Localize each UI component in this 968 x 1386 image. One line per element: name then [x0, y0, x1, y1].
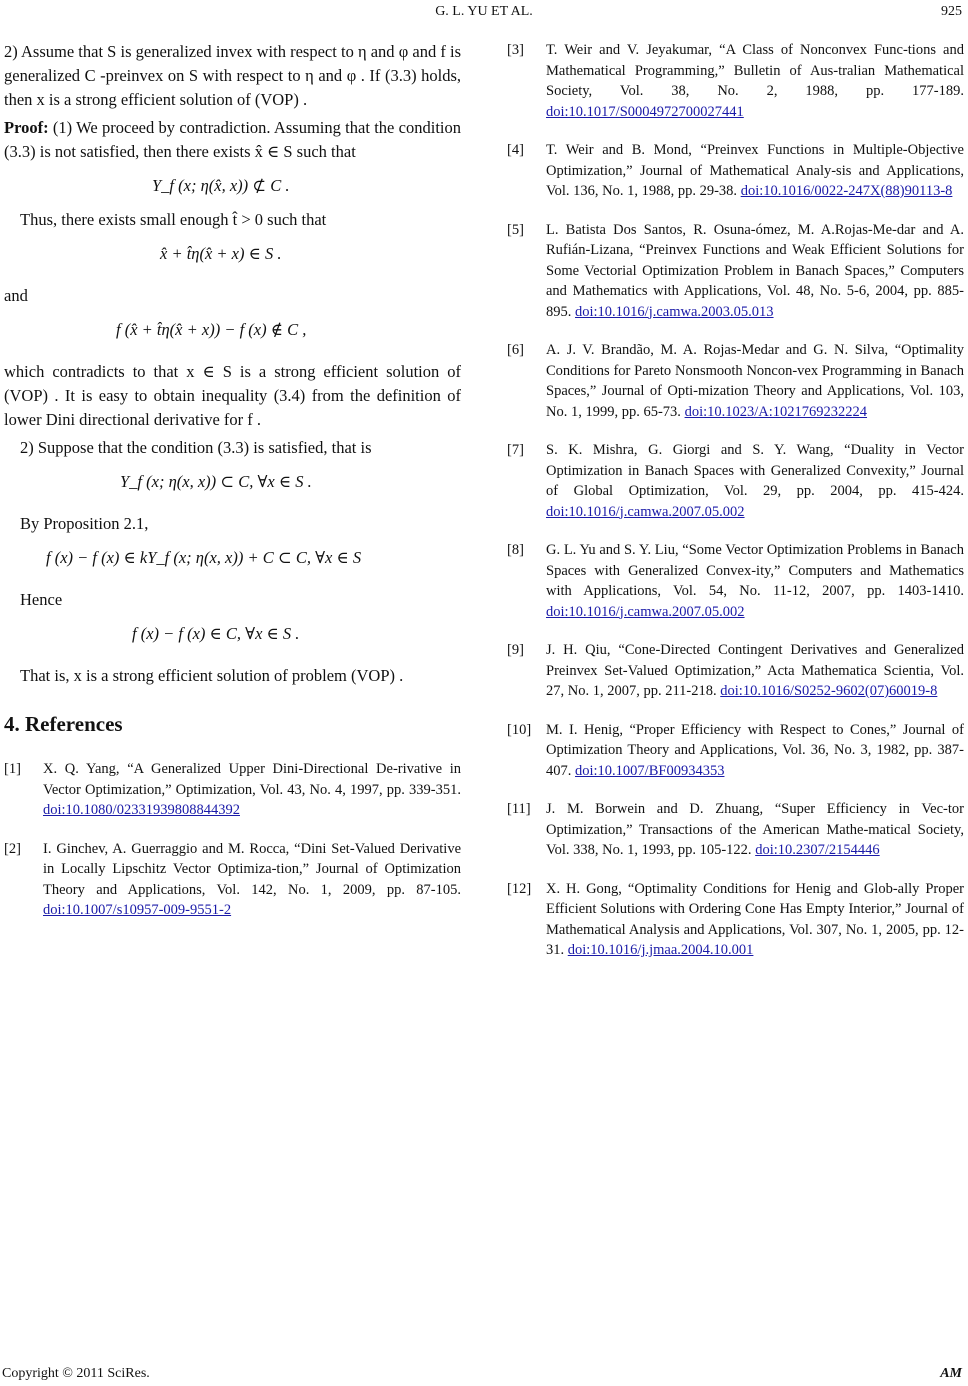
reference-item [507, 440, 964, 522]
reference-number: [4] [507, 142, 524, 158]
reference-list-right [507, 40, 964, 961]
reference-text: X. H. Gong, “Optimality Conditions for Henig and Glob-ally Proper Efficient Solutions with Ordering Cone Has Empty Interior,” Journal of Mathematical Analysis and Applications, Vol. 307, No. 1, 2005, pp. 12-31. [546, 880, 964, 958]
reference-text: X. Q. Yang, “A Generalized Upper Dini-Directional De-rivative in Vector Optimization,” Optimization, Vol. 43, No. 4, 1997, pp. 339-351. [43, 761, 461, 798]
reference-text: I. Ginchev, A. Guerraggio and M. Rocca, “Dini Set-Valued Derivative in Locally Lipschitz Vector Optimiza-tion,” Journal of Optimization Theory and Applications, Vol. 142, No. 1, 2009, pp. 87-105. [43, 840, 461, 898]
doi-link[interactable]: doi:10.1007/s10957-009-9551-2 [43, 902, 232, 918]
equation-2: x̂ + t̂η(x̂ + x) ∈ S . [160, 244, 282, 263]
doi-link[interactable]: doi:10.1023/A:1021769232224 [684, 403, 868, 420]
paragraph-assumption: 2) Assume that S is generalized invex with respect to η and φ and f is generalized C -preinvex on S with respect to η and φ . If (3.3) holds, then x is a strong efficient solution of (VOP) . [4, 42, 461, 109]
doi-link[interactable]: doi:10.1017/S0004972700027441 [546, 103, 744, 120]
doi-link[interactable]: doi:10.1016/j.camwa.2007.05.002 [546, 503, 745, 520]
reference-text: J. M. Borwein and D. Zhuang, “Super Efficiency in Vec-tor Optimization,” Transactions of the American Mathe-matical Society, Vol. 338, No. 1, 1993, pp. 105-122. [546, 801, 964, 858]
reference-text: A. J. V. Brandão, M. A. Rojas-Medar and G. N. Silva, “Optimality Conditions for Pareto Nonsmooth Noncon-vex Programming in Banach Spaces,” Journal of Opti-mization Theory and Applications, Vol. 103, No. 1, 1999, pp. 65-73. [546, 342, 964, 420]
doi-link[interactable]: doi:10.1016/S0252-9602(07)60019-8 [720, 683, 938, 699]
reference-number: [12] [507, 880, 532, 897]
reference-number: [11] [507, 801, 531, 817]
doi-link[interactable]: doi:10.2307/2154446 [755, 842, 880, 858]
proof-text: (1) We proceed by contradiction. Assuming that the condition (3.3) is not satisfied, then there exists x̂ ∈ S such that [4, 118, 462, 161]
reference-item [507, 220, 964, 323]
reference-number: [7] [507, 442, 524, 458]
paragraph-proposition: By Proposition 2.1, [20, 514, 149, 533]
reference-text: S. K. Mishra, G. Giorgi and S. Y. Wang, “Duality in Vector Optimization in Banach Spaces with Generalized Convexity,” Journal of Global Optimization, Vol. 29, pp. 2004, pp. 415-424. [546, 442, 964, 499]
doi-link[interactable]: doi:10.1016/j.camwa.2007.05.002 [546, 603, 745, 620]
doi-link[interactable]: doi:10.1007/BF00934353 [575, 762, 725, 779]
reference-item [507, 540, 964, 622]
reference-text: M. I. Henig, “Proper Efficiency with Respect to Cones,” Journal of Optimization Theory and Applications, Vol. 36, No. 3, 1982, pp. 387-407. [546, 721, 964, 779]
reference-text: T. Weir and V. Jeyakumar, “A Class of Nonconvex Func-tions and Mathematical Programming,” Bulletin of Aus-tralian Mathematical Society, Vol. 38, No. 2, 1988, pp. 177-189. [546, 42, 964, 99]
reference-number: [9] [507, 642, 524, 658]
reference-item [507, 799, 964, 861]
reference-item [4, 759, 461, 821]
right-column [507, 40, 964, 979]
doi-link[interactable]: doi:10.1016/j.camwa.2003.05.013 [575, 303, 774, 320]
running-title: G. L. YU ET AL. [435, 4, 533, 19]
doi-link[interactable]: doi:10.1016/j.jmaa.2004.10.001 [567, 942, 754, 958]
left-column [4, 40, 461, 939]
journal-abbrev: AM [940, 1366, 962, 1381]
reference-number: [5] [507, 221, 524, 238]
reference-text: G. L. Yu and S. Y. Liu, “Some Vector Optimization Problems in Banach Spaces with Generalized Convex-ity,” Computers and Mathematics with Applications, Vol. 54, No. 11-12, 2007, pp. 1403-1410. [546, 542, 964, 599]
reference-number: [1] [4, 761, 21, 777]
page-footer [0, 1366, 968, 1384]
paragraph-and: and [4, 286, 28, 305]
proof-label: Proof: [4, 118, 49, 137]
reference-list-left [4, 759, 461, 921]
doi-link[interactable]: doi:10.1016/0022-247X(88)90113-8 [740, 183, 953, 199]
running-header [0, 4, 968, 24]
equation-1: Y_f (x; η(x̂, x)) ⊄ C . [152, 176, 290, 195]
equation-3: f (x̂ + t̂η(x̂ + x)) − f (x) ∉ C , [116, 320, 307, 339]
equation-5: f (x) − f (x) ∈ kY_f (x; η(x, x)) + C ⊂ C, ∀x ∈ S [46, 548, 362, 567]
reference-item [507, 40, 964, 122]
reference-number: [10] [507, 721, 532, 738]
reference-number: [8] [507, 542, 524, 558]
paragraph-conclusion: That is, x is a strong efficient solution of problem (VOP) . [20, 666, 404, 685]
reference-text: J. H. Qiu, “Cone-Directed Contingent Derivatives and Generalized Preinvex Set-Valued Optimization,” Acta Mathematica Scientia, Vol. 27, No. 1, 2007, pp. 211-218. [546, 642, 964, 699]
equation-4: Y_f (x; η(x, x)) ⊂ C, ∀x ∈ S . [120, 472, 312, 491]
reference-item [4, 839, 461, 921]
paragraph-suppose: 2) Suppose that the condition (3.3) is satisfied, that is [20, 438, 372, 457]
copyright: Copyright © 2011 SciRes. [2, 1366, 150, 1381]
page-number: 925 [941, 4, 962, 19]
reference-text: T. Weir and B. Mond, “Preinvex Functions in Multiple-Objective Optimization,” Journal of Mathematical Analy-sis and Applications, Vol. 136, No. 1, 1988, pp. 29-38. [546, 142, 964, 199]
paragraph-small-enough: Thus, there exists small enough t̂ > 0 such that [20, 210, 327, 229]
reference-text: L. Batista Dos Santos, R. Osuna-ómez, M. A.Rojas-Me-dar and A. Rufián-Lizana, “Preinvex Functions and Weak Efficient Solutions for Some Vectorial Optimization Problem in Banach Spaces,” Computers and Mathematics with Applications, Vol. 48, No. 5-6, 2004, pp. 885-895. [546, 221, 964, 320]
reference-number: [3] [507, 42, 524, 58]
reference-item [507, 879, 964, 961]
paragraph-hence: Hence [20, 590, 63, 609]
equation-6: f (x) − f (x) ∈ C, ∀x ∈ S . [132, 624, 300, 643]
doi-link[interactable]: doi:10.1080/02331939808844392 [43, 802, 240, 818]
paragraph-proof [4, 116, 461, 164]
paragraph-contradiction: which contradicts to that x ∈ S is a strong efficient solution of (VOP) . It is easy to obtain inequality (3.4) from the definition of lower Dini directional derivative for f . [4, 362, 461, 429]
reference-number: [6] [507, 342, 524, 358]
references-heading: 4. References [4, 712, 123, 736]
reference-item [507, 340, 964, 422]
reference-number: [2] [4, 840, 21, 857]
reference-item [507, 720, 964, 782]
reference-item [507, 640, 964, 702]
reference-item [507, 140, 964, 202]
